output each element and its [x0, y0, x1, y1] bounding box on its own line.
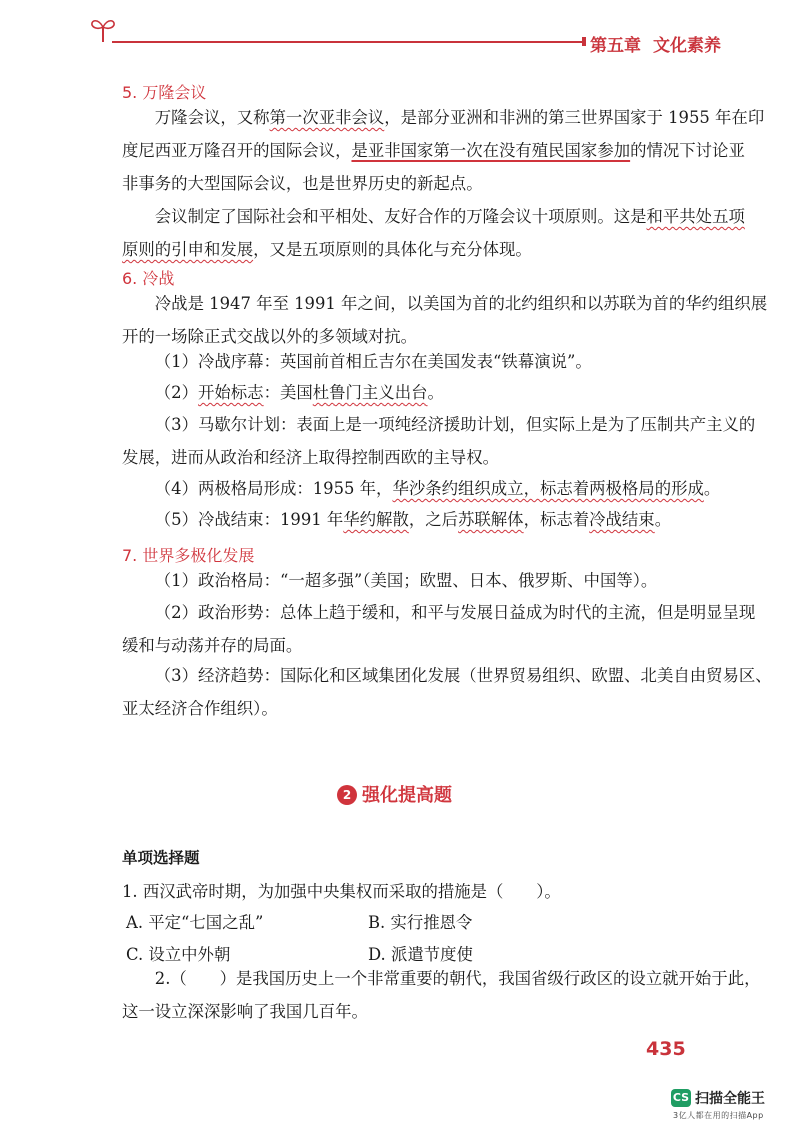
text-run: 度尼西亚万隆召开的国际会议，: [122, 141, 352, 160]
watermark-title: 扫描全能王: [695, 1091, 765, 1107]
watermark-subtitle: 3亿人都在用的扫描App: [673, 1111, 764, 1120]
cold-war-item-3: [122, 408, 756, 474]
text-run: ，又是五项原则的具体化与充分体现。: [253, 240, 532, 259]
multipolar-item-3: [122, 659, 772, 725]
text-run: 。: [703, 479, 721, 498]
text-run: （4）两极格局形成：1955 年，: [154, 479, 393, 498]
underlined-term: 第一次亚非会议: [269, 108, 385, 127]
text-run: ，是部分亚洲和非洲的第三世界国家于 1955 年在印: [384, 108, 765, 127]
text-run: 的情况下讨论亚: [630, 141, 745, 160]
header-rule-cap: [582, 37, 586, 46]
text-run: 发展，进而从政治和经济上取得控制西欧的主导权。: [122, 448, 499, 467]
question-1-option-a: A. 平定“七国之乱”: [126, 913, 264, 932]
text-run: 。: [654, 510, 672, 529]
text-run: （2）: [154, 383, 199, 402]
paragraph-bandung-2: [122, 200, 745, 266]
section-number-badge: 2: [337, 785, 357, 805]
question-1-option-d: D. 派遣节度使: [368, 945, 473, 964]
underlined-term: 原则的引申和发展: [122, 240, 254, 259]
text-run: （3）经济趋势：国际化和区域集团化发展（世界贸易组织、欧盟、北美自由贸易区、: [154, 666, 772, 685]
cold-war-item-5: [122, 503, 692, 536]
chapter-number: 第五章: [590, 36, 641, 56]
text-run: 。: [427, 383, 444, 402]
question-2: [122, 962, 761, 1028]
underlined-term: 苏联解体: [458, 510, 524, 529]
underlined-term: 是亚非国家第一次在没有殖民国家参加: [351, 141, 631, 160]
text-run: 冷战是 1947 年至 1991 年之间，以美国为首的北约组织和以苏联为首的华约组织展: [154, 294, 768, 313]
section-heading-multipolar: 7. 世界多极化发展: [122, 546, 255, 565]
text-run: （2）政治形势：总体上趋于缓和，和平与发展日益成为时代的主流，但是明显呈现: [154, 603, 756, 622]
text-run: 万隆会议，又称: [154, 108, 270, 127]
question-type-label: 单项选择题: [122, 849, 200, 867]
question-1: 1. 西汉武帝时期，为加强中央集权而采取的措施是（ ）。: [122, 882, 561, 901]
text-run: 这一设立深深影响了我国几百年。: [122, 1002, 368, 1021]
reinforce-title: 强化提高题: [362, 785, 452, 806]
multipolar-item-2: [122, 596, 756, 662]
header-rule: [112, 41, 582, 43]
chapter-title: 文化素养: [653, 36, 721, 56]
cold-war-item-1: [122, 345, 692, 378]
text-run: 非事务的大型国际会议，也是世界历史的新起点。: [122, 174, 483, 193]
multipolar-item-1: [122, 564, 692, 597]
underlined-term: 华约解散: [343, 510, 409, 529]
section-heading-bandung: 5. 万隆会议: [122, 83, 207, 102]
text-run: （1）冷战序幕：英国前首相丘吉尔在美国发表“铁幕演说”。: [154, 352, 592, 371]
question-1-option-c: C. 设立中外朝: [126, 945, 231, 964]
text-run: 缓和与动荡并存的局面。: [122, 636, 303, 655]
page-number: 435: [646, 1038, 686, 1060]
underlined-term: 华沙条约组织成立，标志着两极格局的形成: [392, 479, 704, 498]
question-1-option-b: B. 实行推恩令: [368, 913, 473, 932]
text-run: 2.（ ）是我国历史上一个非常重要的朝代，我国省级行政区的设立就开始于此，: [154, 969, 761, 988]
text-run: 会议制定了国际社会和平相处、友好合作的万隆会议十项原则。这是: [154, 207, 647, 226]
section-heading-cold-war: 6. 冷战: [122, 269, 175, 288]
cold-war-item-2: [122, 376, 692, 409]
chapter-header: [590, 31, 721, 56]
text-run: 开的一场除正式交战以外的多领域对抗。: [122, 327, 418, 346]
underlined-term: 杜鲁门主义出台: [312, 383, 428, 402]
text-run: （5）冷战结束：1991 年: [154, 510, 344, 529]
underlined-term: 开始标志: [198, 383, 264, 402]
text-run: ，之后: [408, 510, 459, 529]
paragraph-cold-war-intro: [122, 287, 768, 353]
sprout-icon: [88, 14, 118, 44]
text-run: ：美国: [263, 383, 313, 402]
paragraph-bandung-1: [122, 101, 765, 200]
underlined-term: 和平共处五项: [646, 207, 745, 226]
text-run: ，标志着: [523, 510, 590, 529]
text-run: （1）政治格局：“一超多强”（美国；欧盟、日本、俄罗斯、中国等）。: [154, 571, 658, 590]
scanner-logo: CS: [671, 1089, 691, 1107]
underlined-term: 冷战结束: [589, 510, 655, 529]
cold-war-item-4: [122, 472, 721, 505]
text-run: （3）马歇尔计划：表面上是一项纯经济援助计划，但实际上是为了压制共产主义的: [154, 415, 756, 434]
text-run: 亚太经济合作组织）。: [122, 699, 278, 718]
